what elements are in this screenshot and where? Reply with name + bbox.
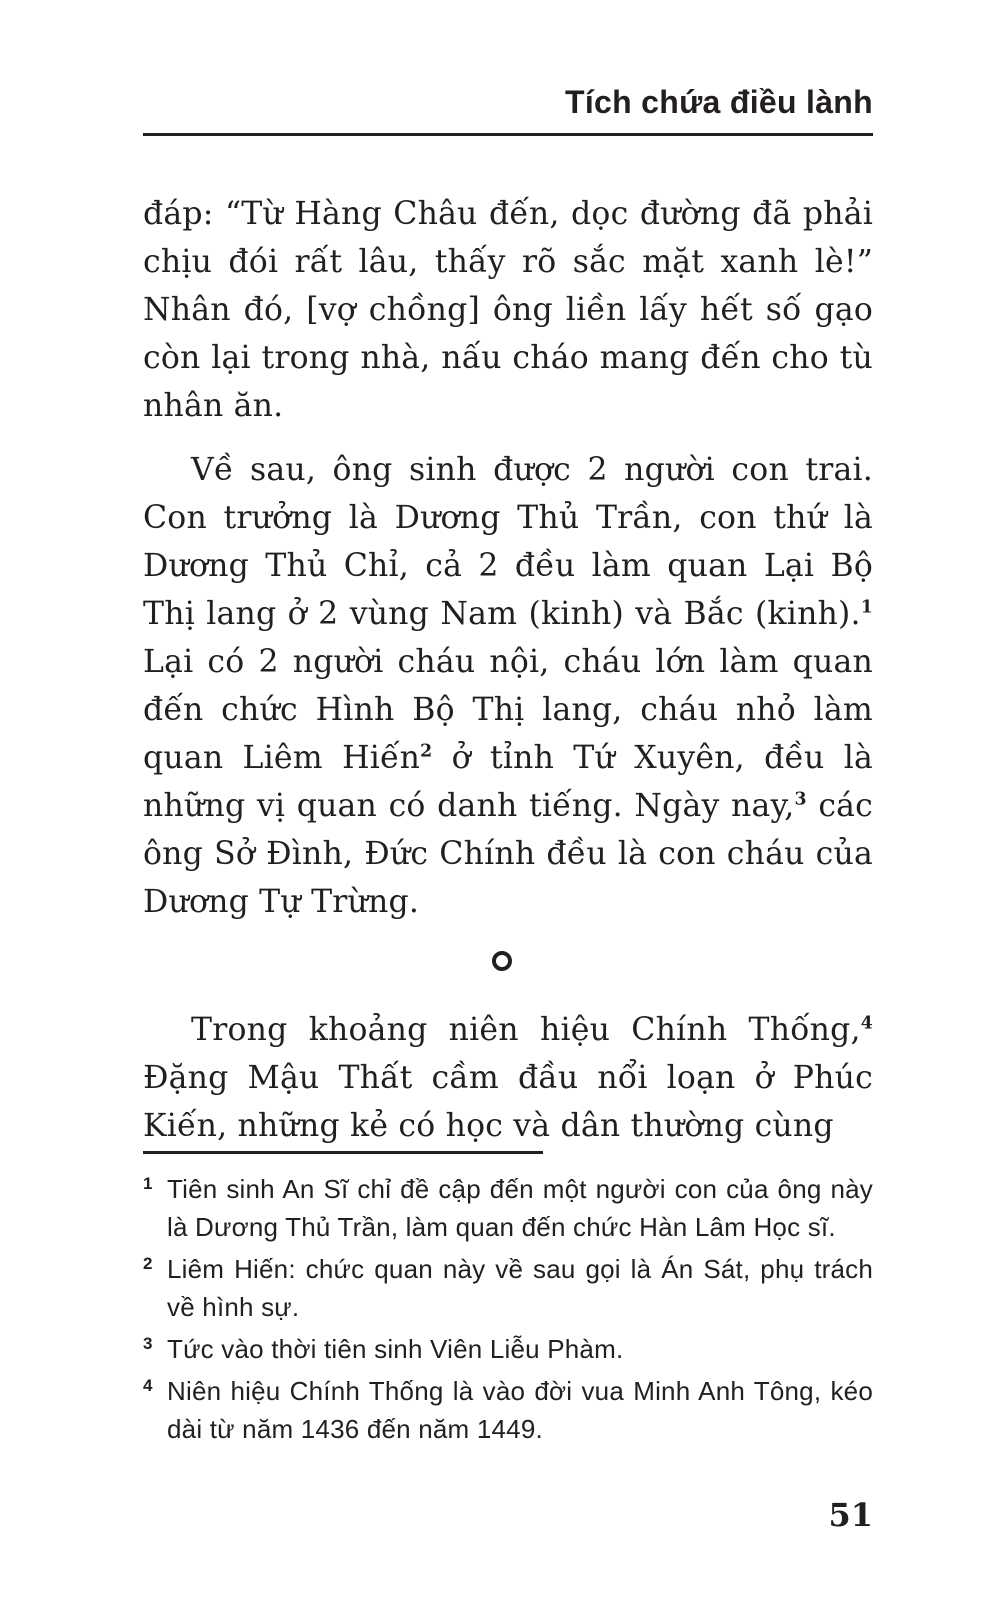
footnote-text: Liêm Hiến: chức quan này về sau gọi là Án Sát, phụ trách về hình sự. [167,1254,873,1322]
footnote-rule [143,1151,543,1154]
footnote-text: Tức vào thời tiên sinh Viên Liễu Phàm. [167,1334,624,1364]
paragraph-text [143,446,873,926]
paragraph-1 [143,190,873,430]
footnote-number: 3 [143,1334,153,1353]
paragraph-text [143,1006,873,1150]
footnote-4 [143,1372,873,1448]
footnote-3 [143,1330,873,1368]
footnote-2 [143,1250,873,1326]
footnote-1 [143,1170,873,1246]
paragraph-segment: ở tỉnh Tứ Xuyên, đều là những vị quan có danh tiếng. Ngày nay, [143,740,873,824]
page-number: 51 [828,1496,873,1534]
paragraph-segment: Về sau, ông sinh được 2 người con trai. Con trưởng là Dương Thủ Trần, con thứ là Dương Thủ Chỉ, cả 2 đều làm quan Lại Bộ Thị lang ở 2 vùng Nam (kinh) và Bắc (kinh). [143,452,873,632]
footnote-ref-1: 1 [860,597,873,618]
running-header: Tích chứa điều lành [564,84,873,120]
footnote-ref-2: 2 [420,741,433,762]
header-rule [143,133,873,136]
paragraph-segment: các ông Sở Đình, Đức Chính đều là con cháu của Dương Tự Trừng. [143,788,873,920]
footnote-ref-4: 4 [860,1013,873,1034]
footnote-number: 4 [143,1376,153,1395]
footnotes [143,1170,873,1452]
footnote-text: Tiên sinh An Sĩ chỉ đề cập đến một người con của ông này là Dương Thủ Trần, làm quan đến chức Hàn Lâm Học sĩ. [167,1174,873,1242]
paragraph-2 [143,446,873,926]
footnote-text: Niên hiệu Chính Thống là vào đời vua Minh Anh Tông, kéo dài từ năm 1436 đến năm 1449. [167,1376,873,1444]
paragraph-segment: Đặng Mậu Thất cầm đầu nổi loạn ở Phúc Kiến, những kẻ có học và dân thường cùng [143,1060,873,1144]
footnote-ref-3: 3 [794,789,807,810]
footnote-number: 1 [143,1174,153,1193]
section-separator-circle [492,951,512,971]
paragraph-3 [143,1006,873,1150]
paragraph-segment: Trong khoảng niên hiệu Chính Thống, [191,1012,861,1048]
footnote-number: 2 [143,1254,153,1273]
paragraph-segment: Lại có 2 người cháu nội, cháu lớn làm quan đến chức Hình Bộ Thị lang, cháu nhỏ làm quan Liêm Hiến [143,644,873,776]
paragraph-text: đáp: “Từ Hàng Châu đến, dọc đường đã phải chịu đói rất lâu, thấy rõ sắc mặt xanh lè!” Nhân đó, [vợ chồng] ông liền lấy hết số gạo còn lại trong nhà, nấu cháo mang đến cho tù nhân ăn. [143,196,873,424]
